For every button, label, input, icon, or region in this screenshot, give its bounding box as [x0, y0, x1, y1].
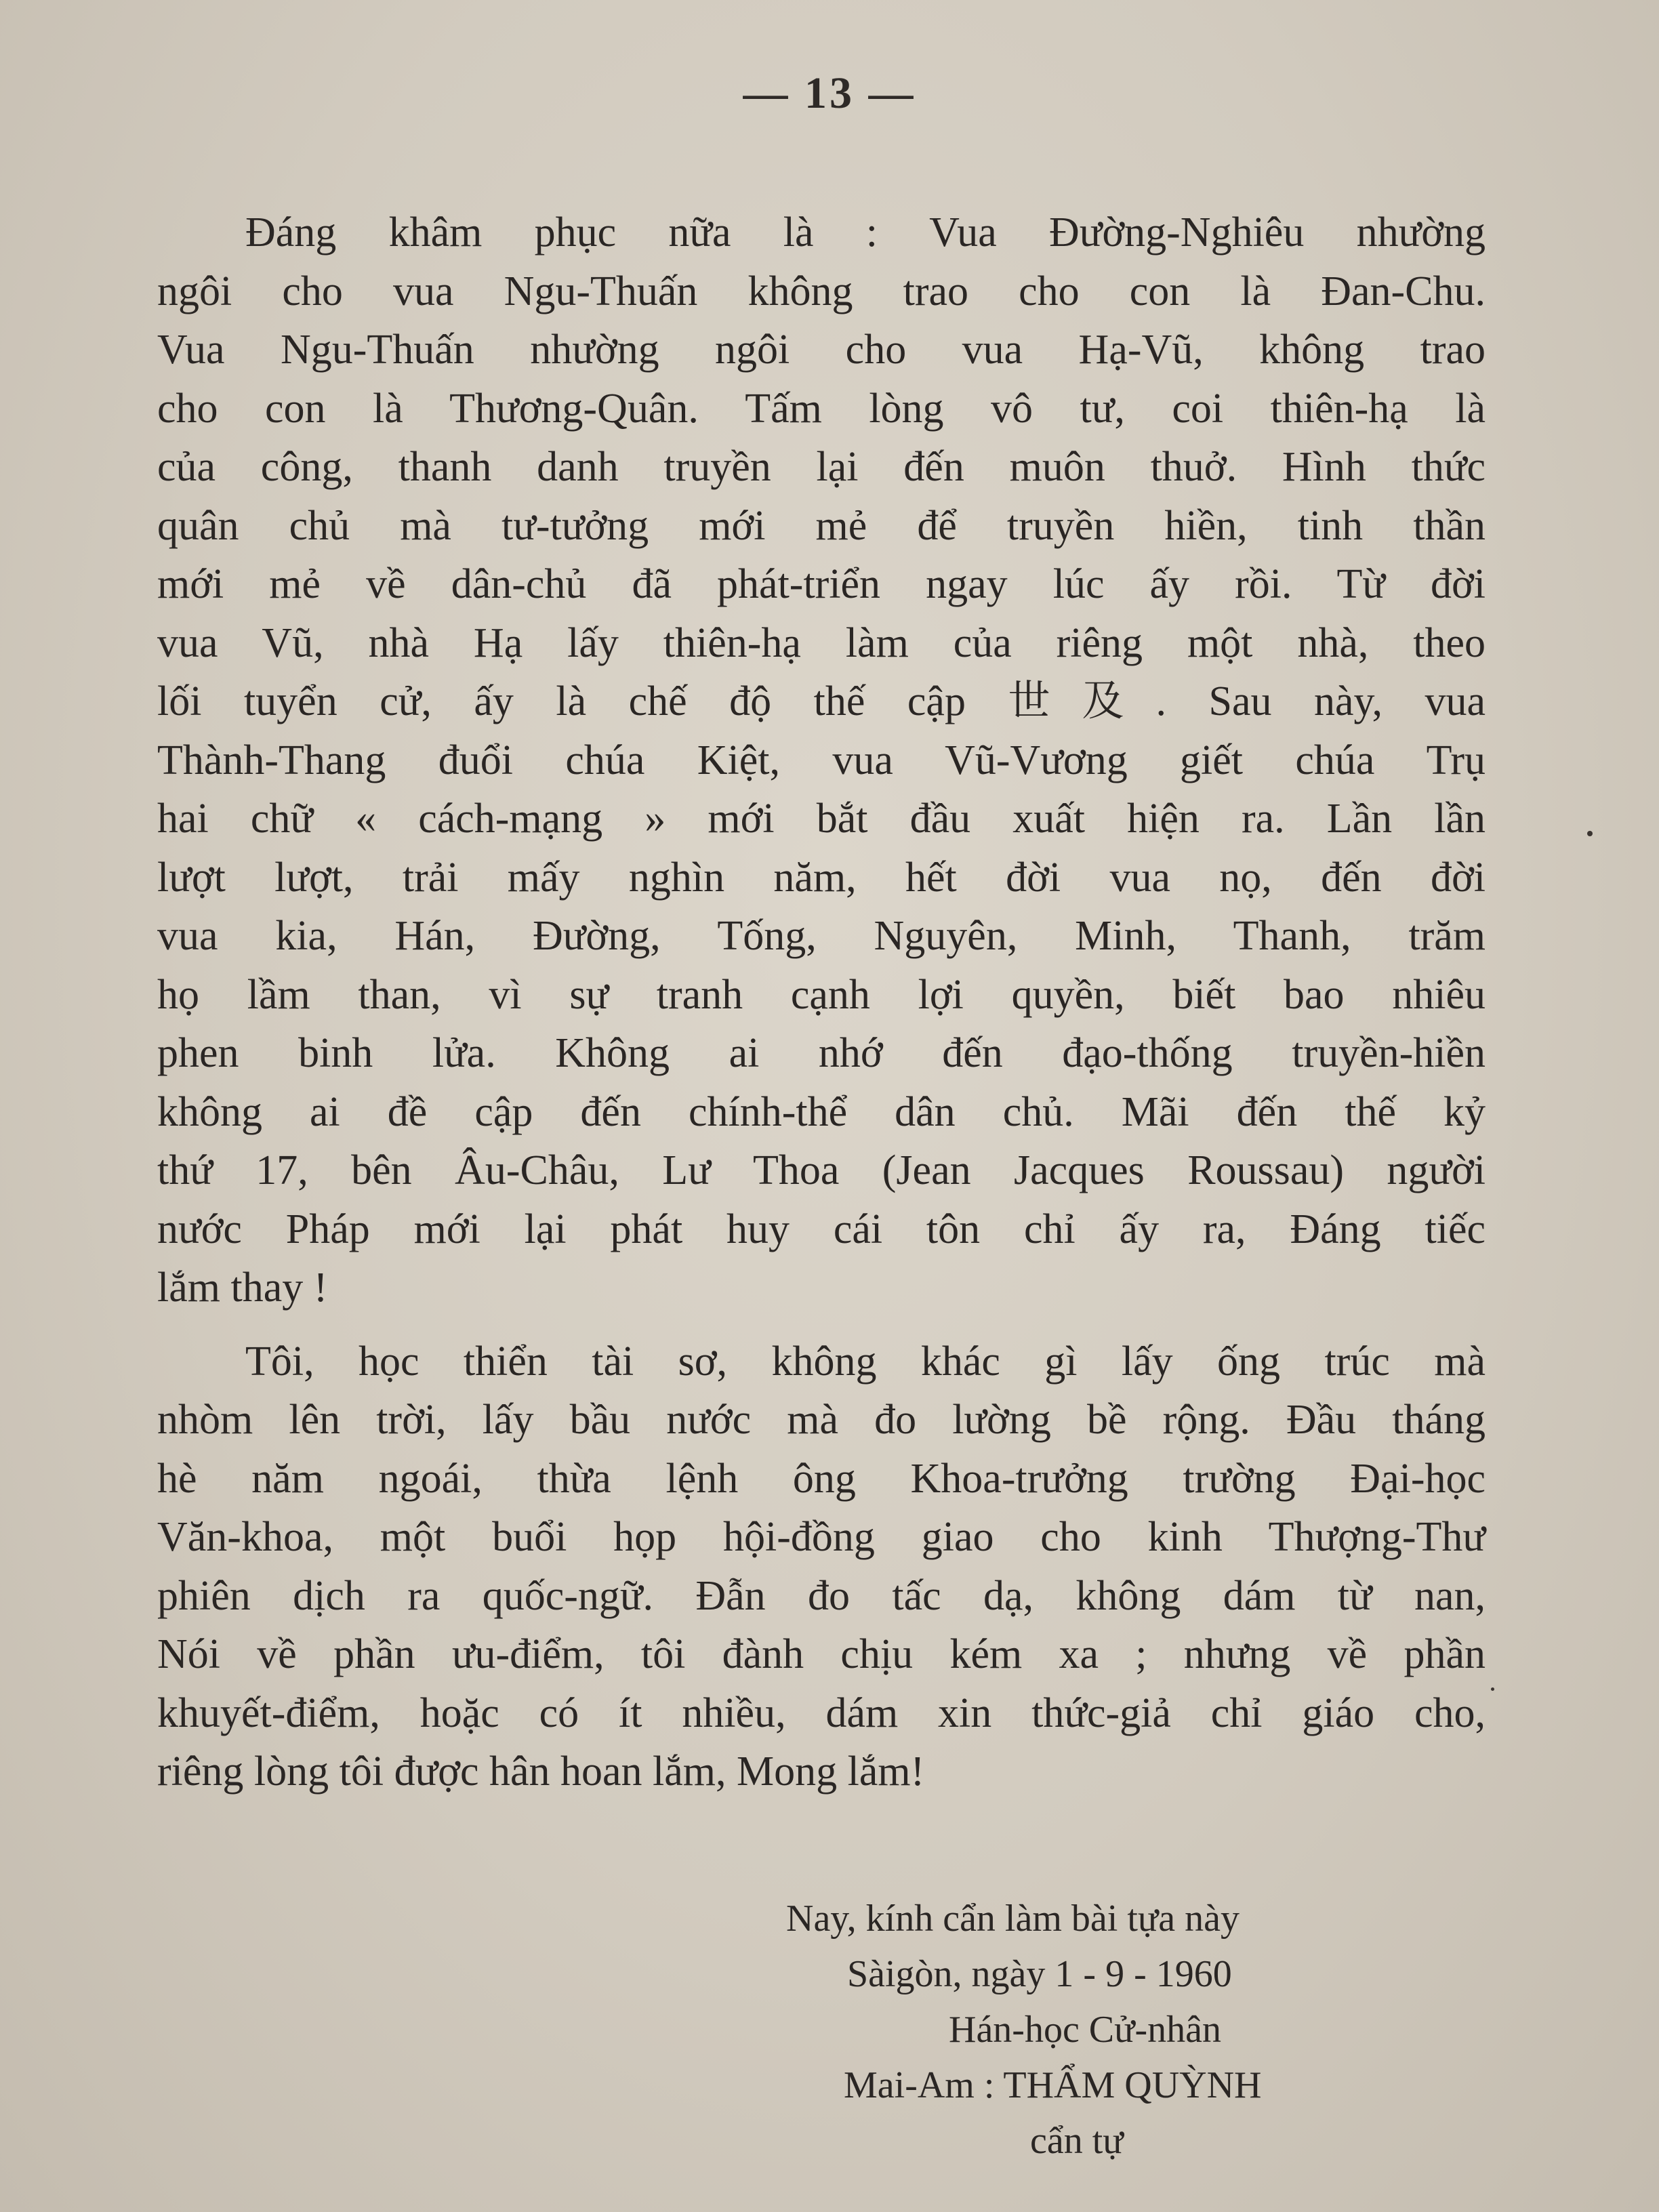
ink-speck — [1587, 831, 1593, 836]
signature-respect: cẩn tự — [1030, 2120, 1124, 2162]
signature-date: Sàigòn, ngày 1 - 9 - 1960 — [847, 1953, 1232, 1995]
signature-block — [779, 1891, 1457, 2169]
text-line: không ai đề cập đến chính-thể dân chủ. Mãi đến thế kỷ — [157, 1088, 1486, 1135]
text-line: ngôi cho vua Ngu-Thuấn không trao cho con là Đan-Chu. — [157, 268, 1486, 314]
text-line: Thành-Thang đuổi chúa Kiệt, vua Vũ-Vương giết chúa Trụ — [157, 737, 1486, 783]
body-text — [157, 203, 1486, 1801]
text-line: Tôi, học thiển tài sơ, không khác gì lấy ống trúc mà — [245, 1338, 1486, 1385]
ink-speck — [1491, 1687, 1494, 1691]
text-line: mới mẻ về dân-chủ đã phát-triển ngay lúc ấy rồi. Từ đời — [157, 561, 1486, 607]
text-line: thứ 17, bên Âu-Châu, Lư Thoa (Jean Jacques Roussau) người — [157, 1147, 1486, 1193]
signature-title: Hán-học Cử-nhân — [949, 2009, 1222, 2051]
page-number: — 13 — — [743, 68, 916, 118]
text-line: Văn-khoa, một buổi họp hội-đồng giao cho kinh Thượng-Thư — [157, 1514, 1486, 1560]
text-line: khuyết-điểm, hoặc có ít nhiều, dám xin thức-giả chỉ giáo cho, — [157, 1689, 1486, 1736]
text-line: hai chữ « cách-mạng » mới bắt đầu xuất hiện ra. Lần lần — [157, 796, 1486, 842]
text-line: nước Pháp mới lại phát huy cái tôn chỉ ấy ra, Đáng tiếc — [157, 1206, 1486, 1252]
text-line: phiên dịch ra quốc-ngữ. Đẫn đo tấc dạ, không dám từ nan, — [157, 1572, 1486, 1619]
text-line: vua Vũ, nhà Hạ lấy thiên-hạ làm của riêng một nhà, theo — [157, 619, 1486, 666]
paragraph-2 — [157, 1332, 1486, 1801]
text-line: lắm thay ! — [157, 1265, 328, 1311]
text-line: cho con là Thương-Quân. Tấm lòng vô tư, coi thiên-hạ là — [157, 385, 1486, 432]
text-line: vua kia, Hán, Đường, Tống, Nguyên, Minh, Thanh, trăm — [157, 913, 1486, 959]
signature-author: Mai-Am : THẨM QUỲNH — [844, 2064, 1262, 2106]
text-line: riêng lòng tôi được hân hoan lắm, Mong lắm! — [157, 1748, 925, 1795]
text-line: phen binh lửa. Không ai nhớ đến đạo-thống truyền-hiền — [157, 1030, 1486, 1076]
text-line: quân chủ mà tư-tưởng mới mẻ để truyền hiền, tinh thần — [157, 502, 1486, 549]
text-line: hè năm ngoái, thừa lệnh ông Khoa-trưởng trường Đại-học — [157, 1455, 1486, 1502]
signature-closing: Nay, kính cẩn làm bài tựa này — [786, 1898, 1240, 1940]
text-line: lối tuyển cử, ấy là chế độ thế cập 世及. Sau này, vua — [157, 678, 1486, 724]
text-line: Nói về phần ưu-điểm, tôi đành chịu kém xa ; nhưng về phần — [157, 1631, 1486, 1677]
text-line: nhòm lên trời, lấy bầu nước mà đo lường bề rộng. Đầu tháng — [157, 1397, 1486, 1443]
paragraph-1 — [157, 203, 1486, 1317]
text-line: lượt lượt, trải mấy nghìn năm, hết đời vua nọ, đến đời — [157, 854, 1486, 901]
text-line: họ lầm than, vì sự tranh cạnh lợi quyền, biết bao nhiêu — [157, 971, 1486, 1018]
text-line: Vua Ngu-Thuấn nhường ngôi cho vua Hạ-Vũ, không trao — [157, 327, 1486, 373]
text-line: Đáng khâm phục nữa là : Vua Đường-Nghiêu nhường — [245, 209, 1486, 255]
text-line: của công, thanh danh truyền lại đến muôn thuở. Hình thức — [157, 444, 1486, 490]
